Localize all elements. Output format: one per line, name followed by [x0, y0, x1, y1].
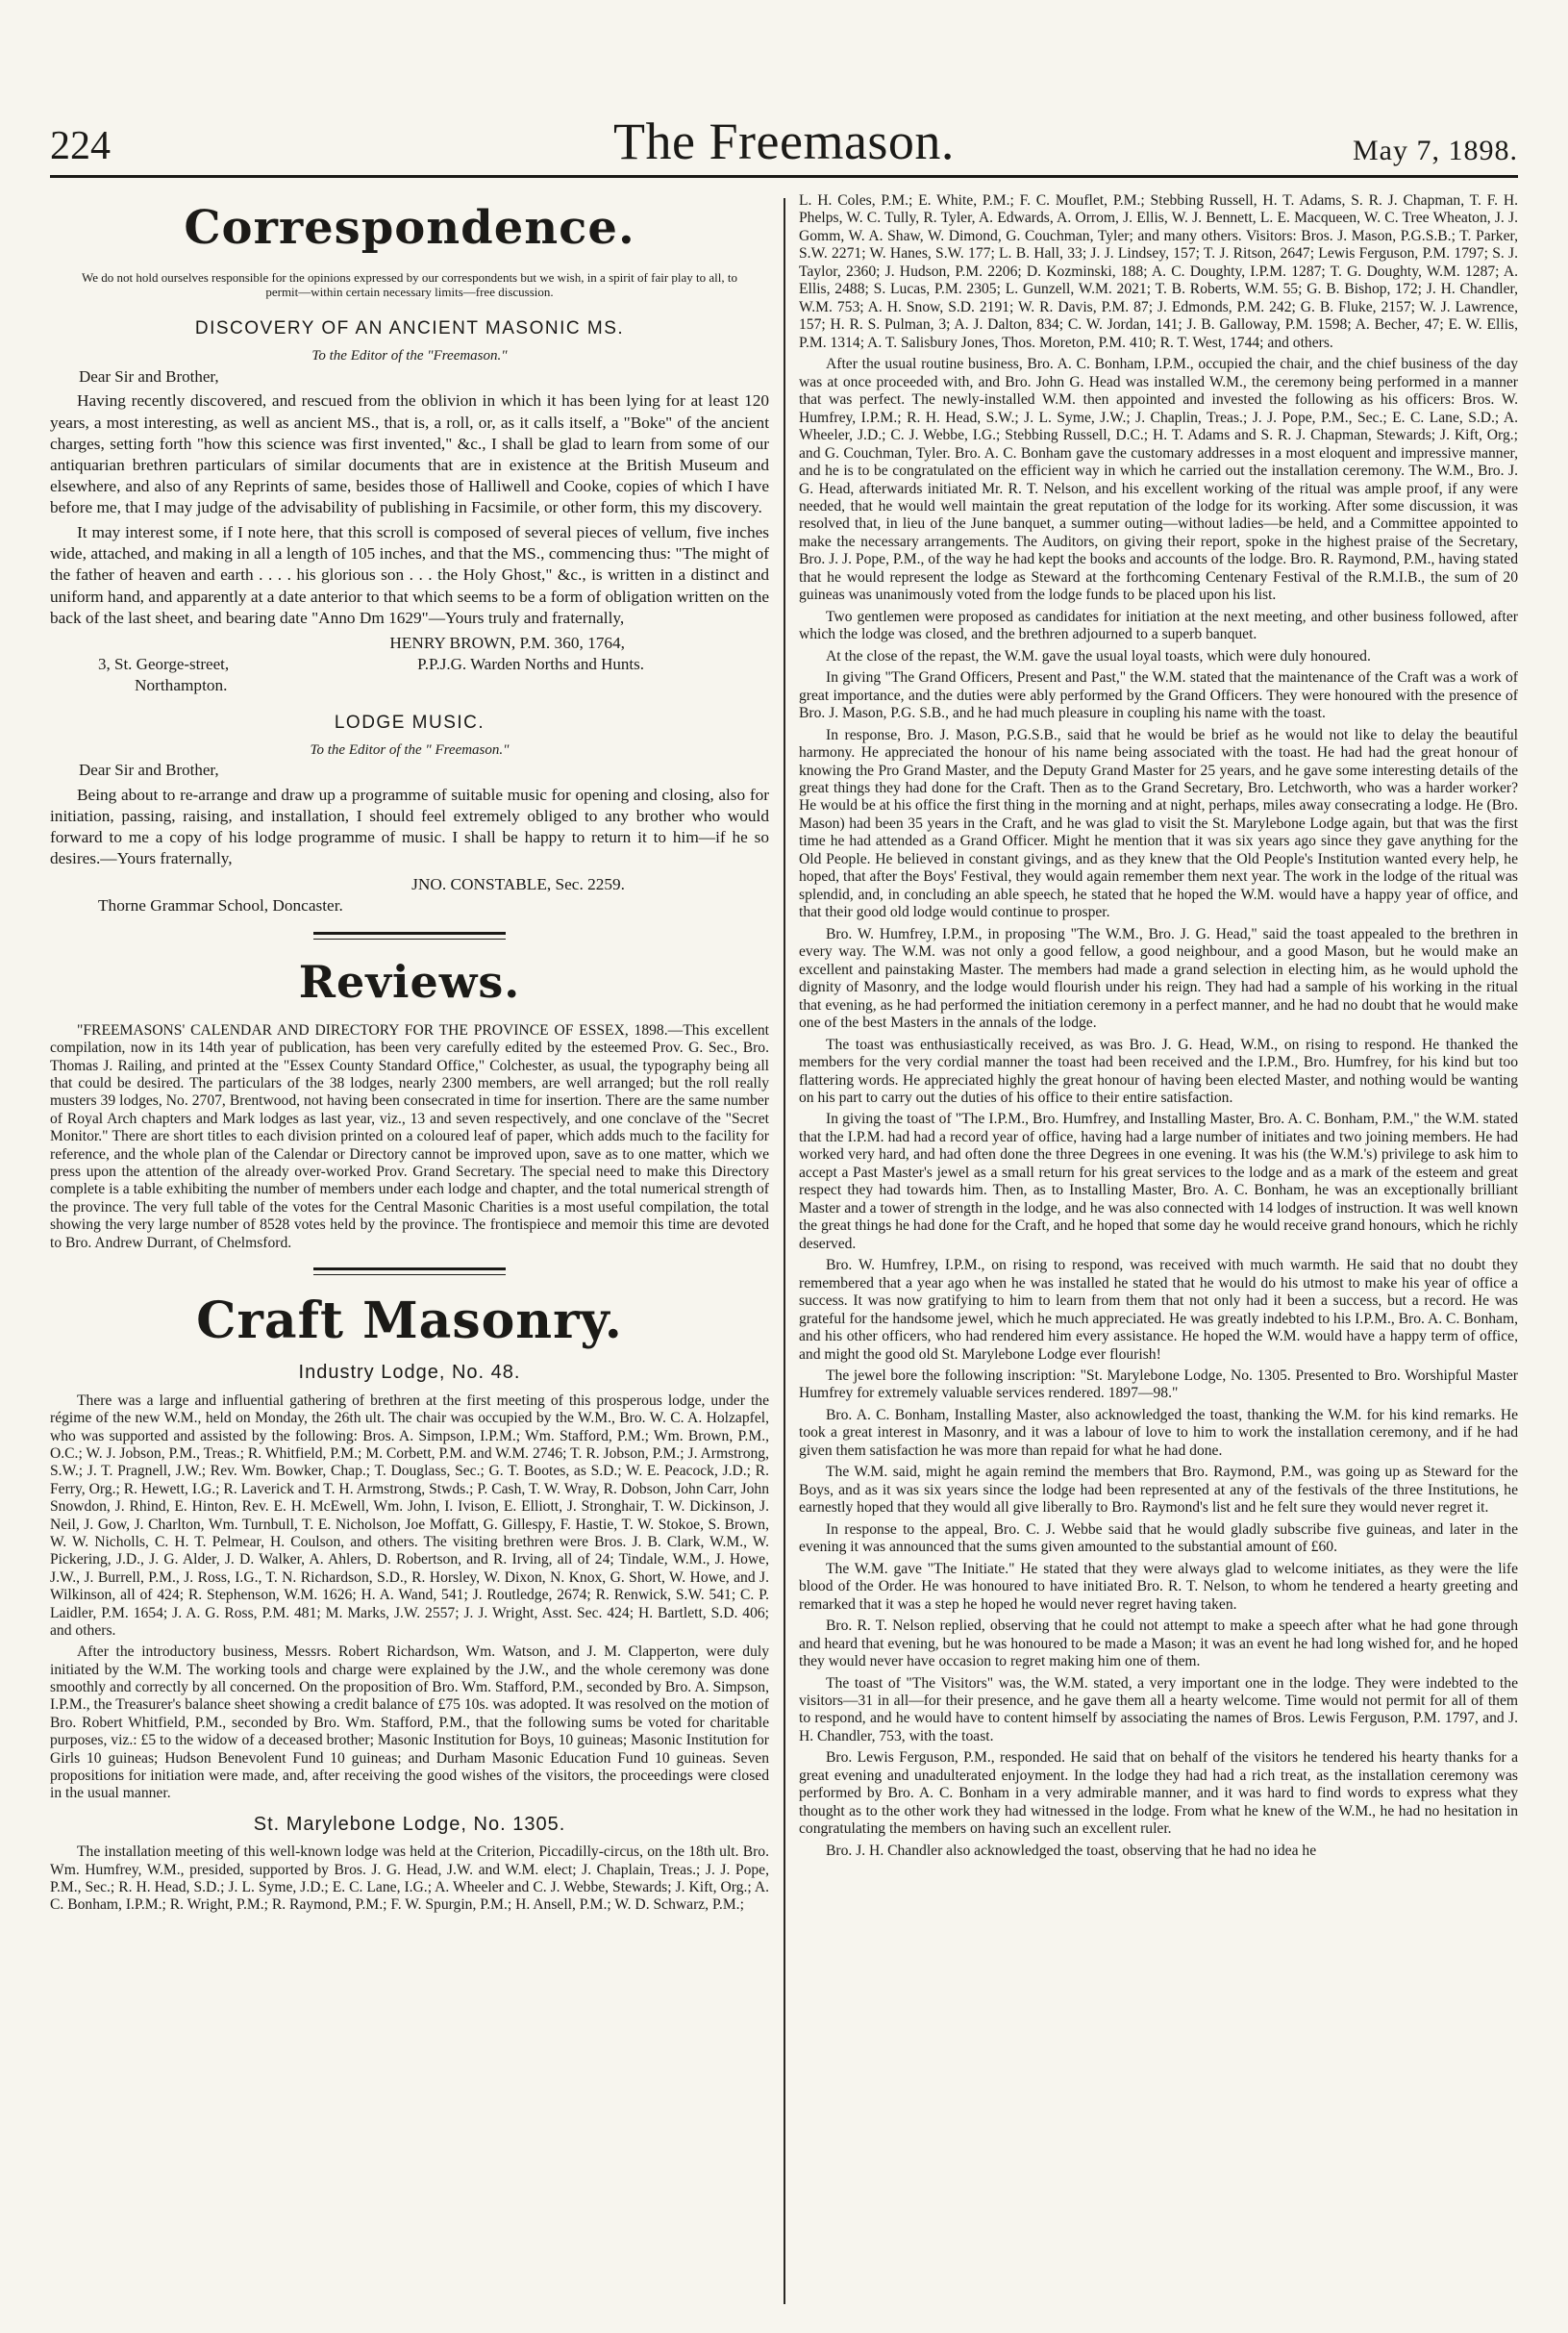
publication-title: The Freemason.	[613, 113, 955, 170]
reviews-title: Reviews.	[298, 955, 521, 1008]
letter2-signer: JNO. CONSTABLE, Sec. 2259.	[411, 874, 625, 893]
letter1-signer: HENRY BROWN, P.M. 360, 1764,	[389, 633, 625, 652]
correspondence-title: Correspondence.	[184, 201, 635, 255]
correspondence-disclaimer: We do not hold ourselves responsible for the opinions expressed by our correspondents but we wish, in a spirit of fair play to all, to permit—within certain necessary limits—free discussion.	[81, 269, 738, 300]
letter2-para1: Being about to re-arrange and draw up a programme of suitable music for opening and closing, also for initiation, passing, raising, and installation, I should feel extremely obliged to any brother who would forward to me a copy of his lodge programme of music. I shall be happy to return it to him—if he so desires.—Yours fraternally,	[50, 786, 769, 868]
paragraph: In giving "The Grand Officers, Present and Past," the W.M. stated that the maintenance of the Craft was a work of great importance, and the duties were ably performed by the Grand Officers. They were honoured with the presence of Bro. J. Mason, P.G. S.B., and he had much pleasure in coupling his name with the toast.	[799, 669, 1518, 722]
letter1-address: 3, St. George-street,	[98, 654, 230, 673]
paragraph: Bro. R. T. Nelson replied, observing that he could not attempt to make a speech after what he had gone through and heard that evening, but he was honoured to be made a Mason; it was an event he had long wished for, and he hoped they would never have occasion to regret making him one of them.	[799, 1618, 1518, 1670]
paragraph: The toast was enthusiastically received, as was Bro. J. G. Head, W.M., on rising to respond. He thanked the members for the very cordial manner the toast had been received and the I.P.M., Bro. Humfrey, for his kind but too flattering words. He appreciated highly the great honour of having been elected Master, and nothing would be wanting on his part to carry out the duties of his office to their entire satisfaction.	[799, 1036, 1518, 1106]
page-number: 224	[50, 124, 111, 168]
marylebone-para1: The installation meeting of this well-known lodge was held at the Criterion, Piccadilly-circus, on the 18th ult. Bro. Wm. Humfrey, W.M., presided, supported by Bros. J. G. Head, J.W. and W.M. elect; J. Chaplain, Treas.; J. J. Pope, P.M., Sec.; R. H. Head, S.D.; J. L. Syme, J.D.; E. C. Lane, I.G.; A. Wheeler and C. J. Webbe, Stewards; J. Kift, Org.; A. C. Bonham, I.P.M.; R. Wright, P.M.; R. Raymond, P.M.; F. W. Spurgin, P.M.; H. Ansell, P.M.; W. D. Schwarz, P.M.;	[50, 1844, 769, 1914]
letter2-address: Thorne Grammar School, Doncaster.	[98, 895, 343, 915]
industry-para2: After the introductory business, Messrs. Robert Richardson, Wm. Watson, and J. M. Clapperton, were duly initiated by the W.M. The working tools and charge were explained by the J.W., and the whole ceremony was done smoothly and correctly by all concerned. On the proposition of Bro. Wm. Stafford, P.M., seconded by Bro. A. Simpson, I.P.M., the Treasurer's balance sheet showing a credit balance of £75 10s. was adopted. It was resolved on the motion of Bro. Robert Whitfield, P.M., seconded by Bro. Wm. Stafford, P.M., that the following sums be voted for charitable purposes, viz.: £5 to the widow of a deceased brother; Masonic Institution for Boys, 10 guineas; Masonic Institution for Girls 10 guineas; Hudson Benevolent Fund 10 guineas; and Durham Masonic Education Fund 10 guineas. Seven propositions for initiation were made, and, after receiving the good wishes of the visitors, the proceedings were closed in the usual manner.	[50, 1643, 769, 1802]
paragraph: Bro. J. H. Chandler also acknowledged the toast, observing that he had no idea he	[826, 1842, 1317, 1859]
letter1-heading: DISCOVERY OF AN ANCIENT MASONIC MS.	[194, 318, 625, 339]
section-divider	[313, 1267, 506, 1275]
paragraph: Bro. W. Humfrey, I.P.M., in proposing "The W.M., Bro. J. G. Head," said the toast appealed to the brethren in every way. The W.M. was not only a good fellow, a good neighbour, and a good Mason, but he would make an excellent and painstaking Master. The members had made a grand selection in electing him, as he would uphold the dignity of Masonry, and the lodge would flourish under his reign. They had had a sample of his working in the ritual that evening, as he had performed the initiation ceremony in a perfect manner, and he had no doubt that he would make one of the best Masters in the annals of the lodge.	[799, 925, 1518, 1032]
paragraph: The W.M. said, might he again remind the members that Bro. Raymond, P.M., was going up as Steward for the Boys, and as it was six years since the lodge had been represented at any of the festivals of the three Institutions, he earnestly hoped that they would all give liberally to Bro. Raymond's list and he felt sure they would never regret it.	[799, 1464, 1518, 1517]
section-divider	[313, 932, 506, 940]
paragraph: In response to the appeal, Bro. C. J. Webbe said that he would gladly subscribe five guineas, and later in the evening it was announced that the sums given amounted to the substantial amount of £60.	[799, 1520, 1518, 1556]
masthead	[50, 100, 1518, 178]
letter2-to-editor: To the Editor of the " Freemason."	[310, 742, 510, 759]
paragraph: The toast of "The Visitors" was, the W.M. stated, a very important one in the lodge. They were indebted to the visitors—31 in all—for their presence, and he gave them all a hearty welcome. Time would not permit for all of them to respond, and he would have to content himself by associating the names of Bros. Lewis Ferguson, P.M. 1797, and J. H. Chandler, 753, with the toast.	[799, 1674, 1518, 1744]
columns	[50, 192, 1518, 2304]
letter2-salutation: Dear Sir and Brother,	[79, 761, 219, 780]
industry-lodge-heading: Industry Lodge, No. 48.	[298, 1362, 521, 1384]
craft-masonry-title: Craft Masonry.	[196, 1291, 623, 1350]
issue-date: May 7, 1898.	[1353, 135, 1518, 166]
reviews-text: "FREEMASONS' CALENDAR AND DIRECTORY FOR THE PROVINCE OF ESSEX, 1898.—This excellent compilation, now in its 14th year of publication, has been very carefully edited by the esteemed Prov. G. Sec., Bro. Thomas J. Railing, and printed at the "Essex County Standard Office," Colchester, as usual, the typography being all that could be desired. The particulars of the 38 lodges, nearly 2300 members, are well arranged; but the roll really musters 39 lodges, No. 2707, Brentwood, not having been consecrated in time for insertion. There are the same number of Royal Arch chapters and Mark lodges as last year, viz., 13 and seven respectively, and one conclave of the "Secret Monitor." There are short titles to each division printed on a coloured leaf of paper, which adds much to the facility for reference, and the whole plan of the Calendar or Directory cannot be improved upon, save as to one matter, which we press upon the attention of the already over-worked Prov. Grand Secretary. The special need to make this Directory complete is a table exhibiting the number of members under each lodge and chapter, and the total numerical strength of the province. The very full table of the votes for the Central Masonic Charities is a most useful compilation, the total showing the very large number of 8528 votes held by the province. The frontispiece and memoir this time are devoted to Bro. Andrew Durrant, of Chelmsford.	[50, 1021, 769, 1251]
paragraph: Two gentlemen were proposed as candidates for initiation at the next meeting, and other business followed, after which the lodge was closed, and the brethren adjourned to a superb banquet.	[799, 608, 1518, 643]
letter1-town: Northampton.	[135, 675, 228, 694]
industry-para1: There was a large and influential gathering of brethren at the first meeting of this prosperous lodge, under the régime of the new W.M., held on Monday, the 26th ult. The chair was occupied by the W.M., Bro. W. C. A. Holzapfel, who was supported and assisted by the following: Bros. A. Simpson, I.P.M.; Wm. Stafford, P.M.; Wm. Brown, P.M., O.C.; W. J. Jobson, P.M., Treas.; R. Whitfield, P.M.; M. Corbett, P.M. and W.M. 2746; T. R. Jobson, P.M.; J. Armstrong, S.W.; J. T. Pragnell, J.W.; Rev. Wm. Bowker, Chap.; T. Douglass, Sec.; G. T. Bootes, as S.D.; W. E. Peacock, J.D.; R. Ferry, Org.; R. Hewett, I.G.; R. Laverick and T. H. Armstrong, Stwds.; P. Cash, T. W. Wray, R. Dobson, John Carr, John Snowdon, J. Rhind, E. Hinton, Rev. E. H. McEwell, Wm. John, I. Ivison, E. Elliott, J. Stronghair, T. W. Dickinson, J. Neil, J. Gow, J. Charlton, Wm. Turnbull, T. E. Nicholson, Joe Moffatt, G. Gillespy, F. Hastie, T. W. Stokoe, S. Brown, W. W. Nicholls, C. H. T. Pelmear, H. Coulson, and others. The visiting brethren were Bros. J. B. Clark, W.M., W. Pickering, J.D., J. G. Alder, J. D. Walker, A. Ahlers, D. Robertson, and R. Irving, all of 24; Tindale, W.M., J. Howe, J.W., J. Burrell, P.M., J. Ross, I.G., T. N. Richardson, S.D., R. Horsley, W. Dixon, N. Knox, G. Short, W. Howe, and J. Wilkinson, all of 424; R. Stephenson, W.M. 1626; H. A. Wand, 541; J. Routledge, 2674; R. Renwick, S.W. 541; C. P. Laidler, P.M. 1654; J. A. G. Ross, P.M. 481; M. Marks, J.W. 2557; J. J. Wright, Asst. Sec. 424; H. Bartlett, S.D. 406; and others.	[50, 1392, 769, 1639]
column-rule	[784, 198, 785, 2304]
paragraph: The jewel bore the following inscription: "St. Marylebone Lodge, No. 1305. Presented to Bro. Worshipful Master Humfrey for extremely valuable services rendered. 1897—98."	[799, 1367, 1518, 1402]
paragraph: In response, Bro. J. Mason, P.G.S.B., said that he would be brief as he would not like to delay the beautiful harmony. He appreciated the honour of his name being associated with the toast. He had had the great honour of knowing the Pro Grand Master, and the Deputy Grand Master for 25 years, and he gave some interesting details of the great things they had done for the Craft. Then as to the Grand Secretary, Bro. Letchworth, who was a harder worker? He would be at his office the first thing in the morning and at night, perhaps, miles away consecrating a lodge. He (Bro. Mason) had been 35 years in the Craft, and he was glad to visit the St. Marylebone Lodge again, but that was the first time he had attended as a Grand Officer. Might he mention that it was six years ago since they gave anything for the Old People. He believed in constant givings, and as they knew that the Old People's Institution wanted every help, he hoped, that after the Boys' Festival, they would again remember them next year. The work in the lodge of the ritual was splendid, and, in concluding an able speech, he stated that he hoped the W.M. would have a happy year of office, and that their good old lodge would continue to prosper.	[799, 726, 1518, 921]
marylebone-lodge-heading: St. Marylebone Lodge, No. 1305.	[253, 1813, 566, 1835]
letter1-salutation: Dear Sir and Brother,	[79, 366, 219, 386]
paragraph: Bro. A. C. Bonham, Installing Master, also acknowledged the toast, thanking the W.M. for his kind remarks. He took a great interest in Masonry, and it was a labour of love to him to work the installation ceremony, and if he had given them satisfaction he was more than repaid for what he had done.	[799, 1406, 1518, 1459]
right-column	[799, 192, 1518, 2304]
paragraph: Bro. Lewis Ferguson, P.M., responded. He said that on behalf of the visitors he tendered his hearty thanks for a great evening and unadulterated enjoyment. In the lodge they had had a rich treat, as the installation ceremony was performed by Bro. A. C. Bonham in a very admirable manner, and it was hard to find words to express what they thought as to the other work they had witnessed in the lodge. From what he knew of the W.M., he had no hesitation in congratulating the members on having such an excellent ruler.	[799, 1749, 1518, 1838]
letter1-para1: Having recently discovered, and rescued from the oblivion in which it has been lying for at least 120 years, a most interesting, as well as ancient MS., that is, a roll, or, as it calls itself, a "Boke" of the ancient charges, setting forth "how this science was first invented," &c., I shall be glad to learn from some of our antiquarian brethren particulars of similar documents that are in existence at the British Museum and elsewhere, and also of any Reprints of same, besides those of Halliwell and Cooke, copies of which I have before me, that I may judge of the advisability of publishing in Facsimile, or other form, this my discovery.	[50, 391, 769, 517]
paragraph: L. H. Coles, P.M.; E. White, P.M.; F. C. Mouflet, P.M.; Stebbing Russell, H. T. Adams, S. R. J. Chapman, T. F. H. Phelps, W. C. Tully, R. Tyler, A. Edwards, A. Orrom, J. Ellis, W. J. Bennett, L. E. Macqueen, W. C. Tree Wheaton, J. J. Gomm, W. A. Shaw, W. Dimond, G. Couchman, Tyler; and many others. Visitors: Bros. J. Mason, P.G.S.B.; T. Parker, S.W. 2271; W. Hanes, S.W. 177; L. B. Hall, 33; J. J. Lindsey, 157; T. J. Ritson, 2647; Lewis Ferguson, P.M. 1797; S. J. Taylor, 2360; J. Hudson, P.M. 2206; D. Kozminski, 188; A. C. Doughty, I.P.M. 1287; T. G. Doughty, W.M. 1287; A. Ellis, 2488; S. Lucas, P.M. 2305; L. Gunzell, W.M. 2021; T. B. Roberts, W.M. 55; G. B. Bishop, 172; J. H. Chandler, W.M. 753; A. H. Snow, S.D. 2191; W. R. Davis, P.M. 87; J. Edmonds, P.M. 242; G. B. Fluke, 2157; W. J. Lawrence, 157; H. R. S. Pulman, 3; A. J. Dalton, 834; C. W. Jordan, 141; J. B. Galloway, P.M. 1598; A. Becher, 47; E. W. Ellis, P.M. 1314; A. T. Salisbury Jones, Thos. Moreton, P.M. 410; R. T. West, 1744; and others.	[799, 192, 1518, 351]
letter1-para2: It may interest some, if I note here, that this scroll is composed of several pieces of vellum, five inches wide, attached, and making in all a length of 105 inches, and that the MS., commencing thus: "The might of the father of heaven and earth . . . . his glorious son . . . the Holy Ghost," &c., is written in a distinct and uniform hand, and apparently at a date anterior to that which seems to be a form of obligation written on the back of the last sheet, and bearing date "Anno Dm 1629"—Yours truly and fraternally,	[50, 523, 769, 627]
paragraph: Bro. W. Humfrey, I.P.M., on rising to respond, was received with much warmth. He said that no doubt they remembered that a year ago when he was installed he stated that he would do his utmost to make his year of office a success. It was now gratifying to him to learn from them that not only had it been a success, but a record. He was grateful for the handsome jewel, which he much appreciated. He was greatly indebted to his I.P.M., Bro. A. C. Bonham, and his other officers, who had rendered him every assistance. He hoped the W.M. would have a happy term of office, and might the good old St. Marylebone Lodge ever flourish!	[799, 1257, 1518, 1363]
paragraph: In giving the toast of "The I.P.M., Bro. Humfrey, and Installing Master, Bro. A. C. Bonham, P.M.," the W.M. stated that the I.P.M. had had a record year of office, having had a large number of initiates and two joining members. He had worked very hard, and had often done the three Degrees in one evening. It was his (the W.M.'s) privilege to ask him to accept a Past Master's jewel as a small return for his great services to the lodge and as a mark of the esteem and great respect they had towards him. Then, as to Installing Master, Bro. A. C. Bonham, he was an exceptionally brilliant Master and a tower of strength in the lodge, and he was also connected with 14 lodges of instruction. It was well known the great things he had done for the Craft, and he hoped that some day he would receive grand honours, which he richly deserved.	[799, 1111, 1518, 1252]
letter2-heading: LODGE MUSIC.	[334, 712, 485, 733]
letter1-rank: P.P.J.G. Warden Norths and Hunts.	[417, 654, 644, 673]
letter1-to-editor: To the Editor of the "Freemason."	[311, 348, 508, 364]
left-column	[50, 192, 769, 2304]
paragraph: At the close of the repast, the W.M. gave the usual loyal toasts, which were duly honoured.	[826, 647, 1371, 665]
paragraph: After the usual routine business, Bro. A. C. Bonham, I.P.M., occupied the chair, and the chief business of the day was at once proceeded with, and Bro. John G. Head was installed W.M., the ceremony being performed in a manner that was perfect. The newly-installed W.M. then appointed and invested the following as his officers: Bros. W. Humfrey, I.P.M.; R. H. Head, S.W.; J. L. Syme, J.W.; J. Chaplin, Treas.; J. J. Pope, P.M., Sec.; E. C. Lane, S.D.; A. Wheeler, J.D.; C. J. Webbe, I.G.; Stebbing Russell, D.C.; H. T. Adams and S. R. J. Chapman, Stewards; J. Kift, Org.; and G. Couchman, Tyler. Bro. A. C. Bonham gave the customary addresses in a most eloquent and impressive manner, and he is to be congratulated on the efficient way in which he carried out the installation ceremony. The W.M., Bro. J. G. Head, afterwards initiated Mr. R. T. Nelson, and his excellent working of the ritual was ample proof, if any were needed, that he would well maintain the great reputation of the lodge for its working. After some discussion, it was resolved that, in lieu of the June banquet, a summer outing—without ladies—be held, and a Committee appointed to make the necessary arrangements. The Auditors, on giving their report, spoke in the highest praise of the Secretary, Bro. J. J. Pope, P.M., of the way he had kept the books and accounts of the lodge. Bro. R. Raymond, P.M., having stated that he would represent the lodge as Steward at the forthcoming Centenary Festival of the R.M.I.B., the sum of 20 guineas was unanimously voted from the lodge funds to be placed upon his list.	[799, 356, 1518, 604]
paragraph: The W.M. gave "The Initiate." He stated that they were always glad to welcome initiates, as they were the life blood of the Order. He was honoured to have initiated Bro. R. T. Nelson, to whom he tendered a hearty greeting and remarked that it was a step he hoped he would never regret having taken.	[799, 1560, 1518, 1613]
